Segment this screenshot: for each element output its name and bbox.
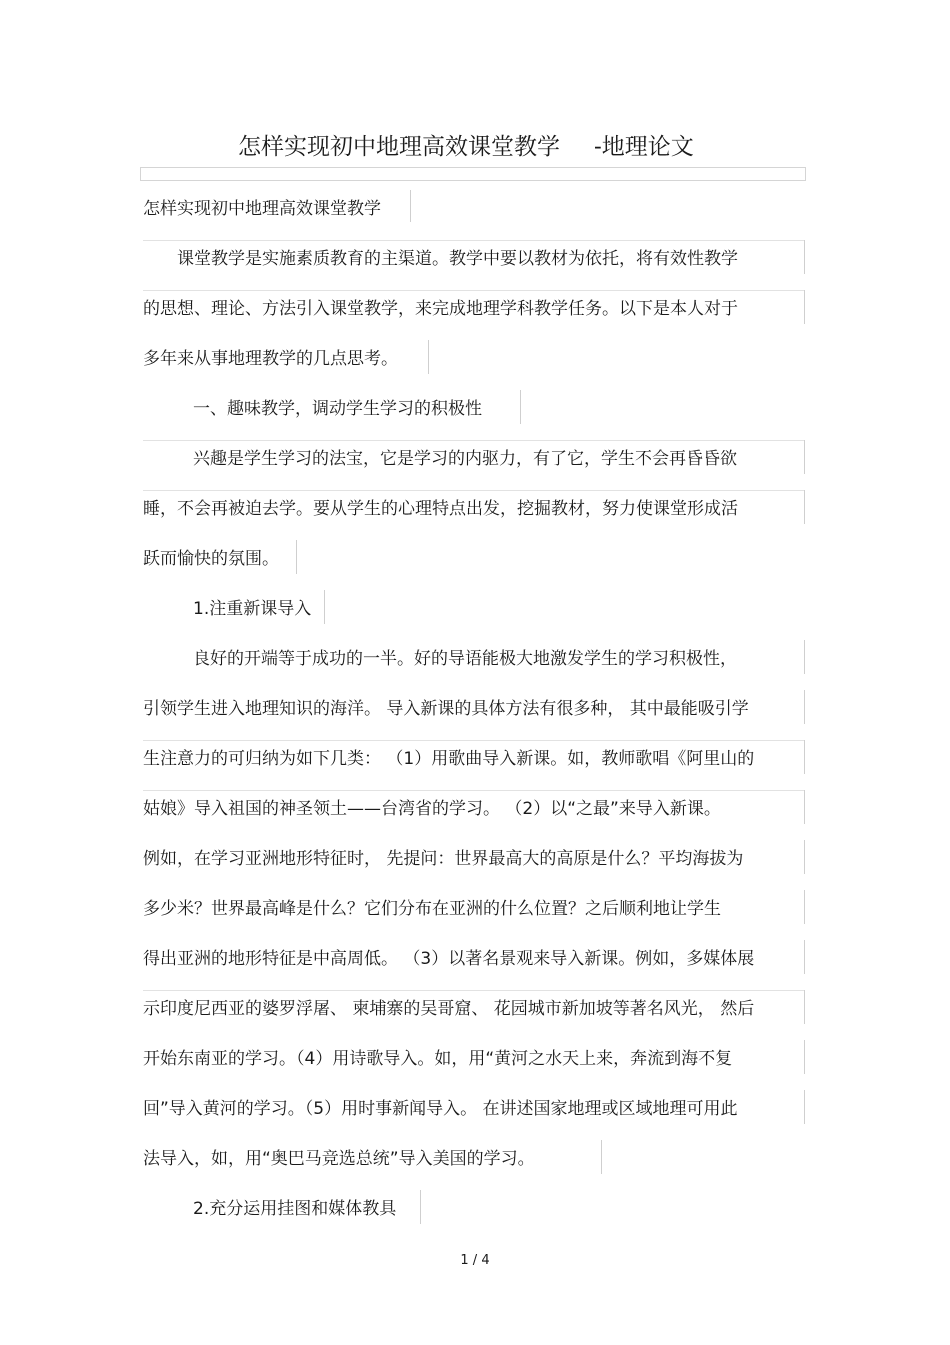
text-box-top <box>143 490 805 491</box>
text-box-edge <box>804 240 805 274</box>
text-box-edge <box>410 190 411 222</box>
title-main: 怎样实现初中地理高效课堂教学 <box>238 134 560 160</box>
paragraph-line: 跃而愉快的氛围。 <box>143 549 279 569</box>
text-box-edge <box>804 940 805 974</box>
text-box-edge <box>520 390 521 424</box>
title-underline-box <box>140 167 806 181</box>
document-subtitle: 怎样实现初中地理高效课堂教学 <box>143 199 381 219</box>
text-box-top <box>143 990 805 991</box>
text-box-top <box>143 790 805 791</box>
title-suffix: -地理论文 <box>594 134 694 160</box>
paragraph-line: 课堂教学是实施素质教育的主渠道。教学中要以教材为依托，将有效性教学 <box>177 249 738 269</box>
text-box-edge <box>420 1190 421 1224</box>
paragraph-line: 得出亚洲的地形特征是中高周低。 （3）以著名景观来导入新课。例如，多媒体展 <box>143 949 755 969</box>
text-box-top <box>143 240 805 241</box>
text-box-edge <box>804 690 805 724</box>
paragraph-line: 生注意力的可归纳为如下几类： （1）用歌曲导入新课。如，教师歌唱《阿里山的 <box>143 749 755 769</box>
text-box-top <box>143 740 805 741</box>
text-box-edge <box>804 1090 805 1124</box>
text-box-edge <box>601 1140 602 1174</box>
section-heading: 一、趣味教学，调动学生学习的积极性 <box>193 399 482 419</box>
text-box-edge <box>428 340 429 374</box>
paragraph-line: 的思想、理论、方法引入课堂教学，来完成地理学科教学任务。以下是本人对于 <box>143 299 738 319</box>
paragraph-line: 多年来从事地理教学的几点思考。 <box>143 349 398 369</box>
paragraph-line: 良好的开端等于成功的一半。好的导语能极大地激发学生的学习积极性， <box>193 649 737 669</box>
text-box-edge <box>804 440 805 474</box>
text-box-edge <box>804 890 805 924</box>
text-box-edge <box>296 540 297 574</box>
text-box-edge <box>804 640 805 674</box>
subsection-heading: 1.注重新课导入 <box>193 599 312 619</box>
paragraph-line: 兴趣是学生学习的法宝，它是学习的内驱力，有了它，学生不会再昏昏欲 <box>193 449 737 469</box>
text-box-top <box>143 440 805 441</box>
text-box-edge <box>804 290 805 324</box>
text-box-edge <box>804 740 805 774</box>
page-number: 1 / 4 <box>460 1253 490 1268</box>
paragraph-line: 例如，在学习亚洲地形特征时， 先提问：世界最高大的高原是什么？平均海拔为 <box>143 849 744 869</box>
paragraph-line: 姑娘》导入祖国的神圣领土——台湾省的学习。 （2）以“之最”来导入新课。 <box>143 799 721 819</box>
text-box-edge <box>804 790 805 824</box>
paragraph-line: 回”导入黄河的学习。（5）用时事新闻导入。 在讲述国家地理或区域地理可用此 <box>143 1099 738 1119</box>
paragraph-line: 开始东南亚的学习。（4）用诗歌导入。如，用“黄河之水天上来，奔流到海不复 <box>143 1049 733 1069</box>
text-box-edge <box>804 840 805 874</box>
text-box-edge <box>804 490 805 524</box>
paragraph-line: 引领学生进入地理知识的海洋。 导入新课的具体方法有很多种， 其中最能吸引学 <box>143 699 749 719</box>
paragraph-line: 多少米？世界最高峰是什么？它们分布在亚洲的什么位置？之后顺利地让学生 <box>143 899 721 919</box>
paragraph-line: 示印度尼西亚的婆罗浮屠、 柬埔寨的吴哥窟、 花园城市新加坡等著名风光， 然后 <box>143 999 755 1019</box>
text-box-edge <box>324 590 325 624</box>
text-box-edge <box>804 1040 805 1074</box>
paragraph-line: 睡，不会再被迫去学。要从学生的心理特点出发，挖掘教材，努力使课堂形成活 <box>143 499 738 519</box>
text-box-edge <box>804 990 805 1024</box>
paragraph-line: 法导入，如，用“奥巴马竞选总统”导入美国的学习。 <box>143 1149 535 1169</box>
subsection-heading: 2.充分运用挂图和媒体教具 <box>193 1199 397 1219</box>
text-box-top <box>143 290 805 291</box>
